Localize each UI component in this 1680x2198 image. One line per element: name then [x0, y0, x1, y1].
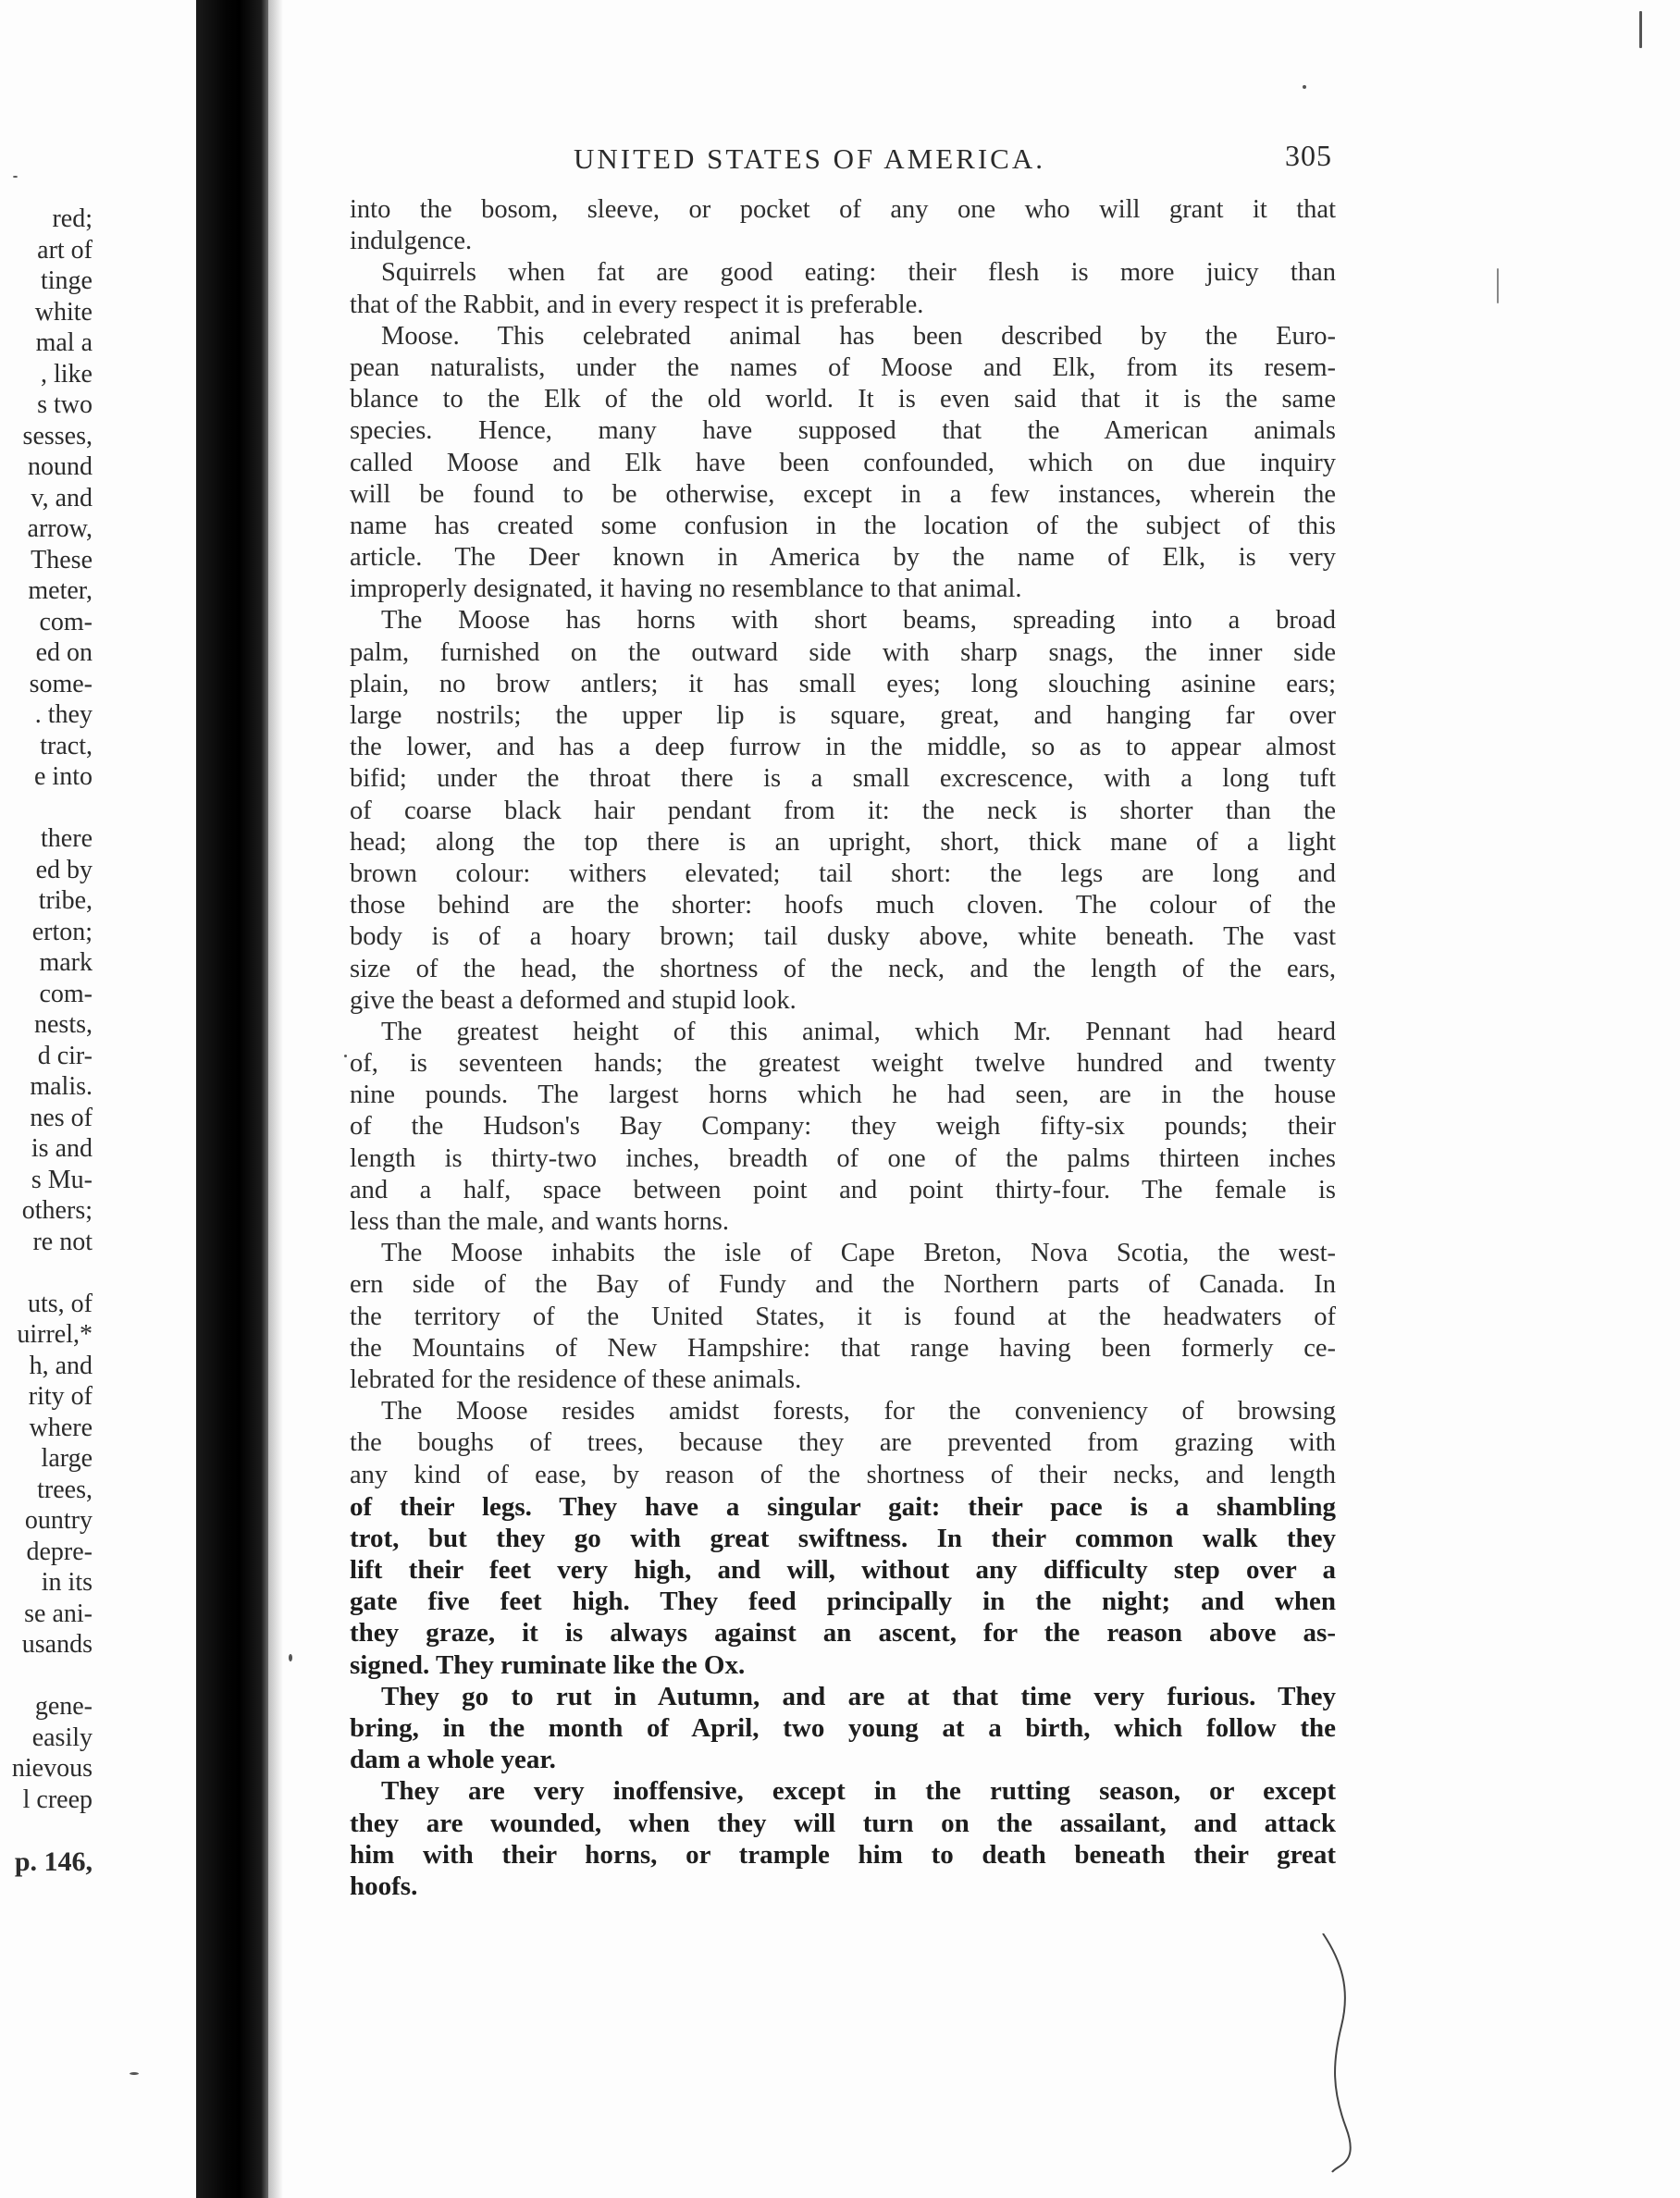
text-line: gate five feet high. They feed principally in the night; and when: [350, 1587, 1336, 1617]
text-line: those behind are the shorter: hoofs much cloven. The colour of the: [350, 891, 1336, 920]
left-fragment-line: nests,: [34, 1010, 93, 1039]
left-fragment-line: mal a: [35, 328, 93, 357]
left-fragment-line: , like: [41, 359, 93, 389]
text-line: indulgence.: [350, 227, 473, 256]
left-fragment-line: is and: [31, 1134, 93, 1163]
left-fragment-line: e into: [34, 762, 93, 791]
left-fragment-line: depre-: [26, 1537, 93, 1566]
text-line: pean naturalists, under the names of Moose and Elk, from its resem-: [350, 352, 1336, 382]
text-line: species. Hence, many have supposed that the American animals: [350, 416, 1336, 446]
text-line: They are very inoffensive, except in the rutting season, or except: [381, 1776, 1336, 1807]
text-line: him with their horns, or trample him to death beneath their great: [350, 1839, 1336, 1870]
left-fragment-line: [0, 1661, 93, 1692]
text-line: of, is seventeen hands; the greatest weight twelve hundred and twenty: [350, 1049, 1336, 1079]
text-line: plain, no brow antlers; it has small eyes; long slouching asinine ears;: [350, 669, 1336, 698]
text-line: name has created some confusion in the location of the subject of this: [350, 511, 1336, 540]
text-line: The Moose resides amidst forests, for the conveniency of browsing: [381, 1397, 1336, 1426]
text-line: bring, in the month of April, two young at a birth, which follow the: [350, 1713, 1336, 1743]
text-line: hoofs.: [350, 1871, 418, 1901]
text-line: signed. They ruminate like the Ox.: [350, 1649, 746, 1680]
left-fragment-line: arrow,: [27, 514, 93, 543]
left-fragment-line: meter,: [28, 576, 93, 605]
text-line: Squirrels when fat are good eating: their flesh is more juicy than: [381, 258, 1336, 288]
text-line: head; along the top there is an upright, short, thick mane of a light: [350, 827, 1336, 857]
left-fragment-line: some-: [29, 669, 93, 698]
text-line: bifid; under the throat there is a small excrescence, with a long tuft: [350, 764, 1336, 794]
scan-speck: [1303, 85, 1306, 89]
text-line: and a half, space between point and point thirty-four. The female is: [350, 1175, 1336, 1204]
text-line: large nostrils; the upper lip is square, great, and hanging far over: [350, 701, 1336, 730]
text-line: The Moose has horns with short beams, spreading into a broad: [381, 606, 1336, 636]
text-line: the lower, and has a deep furrow in the middle, so as to appear almost: [350, 733, 1336, 762]
left-fragment-line: uirrel,*: [17, 1320, 93, 1349]
left-fragment-line: These: [31, 545, 93, 574]
left-fragment-line: nievous: [11, 1754, 93, 1783]
left-fragment-line: tinge: [41, 266, 93, 295]
left-fragment-line: [0, 1815, 93, 1846]
scan-speck: [13, 176, 18, 178]
left-fragment-line: nound: [28, 452, 93, 481]
body-text: [350, 194, 1336, 1902]
left-fragment-line: [0, 1257, 93, 1289]
text-line: lift their feet very high, and will, without any difficulty step over a: [350, 1555, 1336, 1586]
gutter-shadow: [268, 0, 283, 2198]
text-line: body is of a hoary brown; tail dusky above, white beneath. The vast: [350, 922, 1336, 952]
running-head: UNITED STATES OF AMERICA.: [574, 142, 1045, 175]
text-line: article. The Deer known in America by the name of Elk, is very: [350, 543, 1336, 573]
left-fragment-line: sesses,: [22, 421, 93, 451]
text-line: nine pounds. The largest horns which he had seen, are in the house: [350, 1080, 1336, 1110]
text-line: will be found to be otherwise, except in a few instances, wherein the: [350, 479, 1336, 509]
left-fragment-line: erton;: [31, 917, 93, 946]
left-fragment-line: . they: [34, 700, 93, 729]
left-fragment-line: in its: [41, 1568, 93, 1597]
left-fragment-line: white: [34, 297, 93, 327]
left-fragment-line: se ani-: [24, 1599, 93, 1628]
left-fragment-line: usands: [21, 1630, 93, 1659]
left-fragment-line: easily: [31, 1723, 93, 1752]
left-page-fragment: [0, 204, 93, 1877]
left-fragment-line: re not: [32, 1227, 93, 1256]
left-fragment-line: d cir-: [37, 1041, 93, 1070]
text-line: the boughs of trees, because they are prevented from grazing with: [350, 1428, 1336, 1458]
text-line: less than the male, and wants horns.: [350, 1207, 729, 1236]
left-fragment-line: trees,: [37, 1475, 93, 1504]
text-line: The Moose inhabits the isle of Cape Breton, Nova Scotia, the west-: [381, 1239, 1336, 1268]
left-fragment-line: h, and: [29, 1351, 93, 1380]
left-fragment-line: ountry: [24, 1506, 93, 1535]
text-line: length is thirty-two inches, breadth of one of the palms thirteen inches: [350, 1143, 1336, 1173]
page-header: [352, 139, 1332, 179]
text-line: lebrated for the residence of these animals.: [350, 1364, 802, 1394]
scan-speck: [344, 1055, 347, 1057]
left-fragment-line: tract,: [40, 731, 93, 760]
text-line: of coarse black hair pendant from it: the neck is shorter than the: [350, 796, 1336, 825]
left-fragment-line: there: [41, 824, 93, 853]
scan-speck: [1639, 11, 1642, 48]
text-line: the Mountains of New Hampshire: that range having been formerly ce-: [350, 1333, 1336, 1363]
text-line: They go to rut in Autumn, and are at that time very furious. They: [381, 1681, 1336, 1711]
text-line: brown colour: withers elevated; tail short: the legs are long and: [350, 858, 1336, 888]
text-line: palm, furnished on the outward side with sharp snags, the inner side: [350, 637, 1336, 667]
bold-text-block: [350, 1491, 1336, 1902]
text-line: called Moose and Elk have been confounded, which on due inquiry: [350, 448, 1336, 477]
left-fragment-line: others;: [21, 1196, 93, 1225]
scan-speck: [1497, 268, 1499, 303]
left-fragment-line: [0, 793, 93, 824]
left-fragment-line: gene-: [34, 1692, 93, 1721]
left-fragment-line: mark: [39, 948, 93, 977]
left-fragment-line: where: [29, 1413, 93, 1442]
left-fragment-line: red;: [52, 204, 93, 233]
left-fragment-line: nes of: [30, 1103, 93, 1132]
text-line: they graze, it is always against an ascent, for the reason above as-: [350, 1618, 1336, 1648]
left-fragment-line: malis.: [30, 1072, 93, 1101]
binding-gutter: [196, 0, 268, 2198]
text-line: trot, but they go with great swiftness. In their common walk they: [350, 1523, 1336, 1553]
text-line: The greatest height of this animal, which Mr. Pennant had heard: [381, 1017, 1336, 1046]
left-fragment-line: ed on: [35, 638, 93, 667]
left-fragment-line: v, and: [31, 483, 93, 512]
left-fragment-line: com-: [39, 607, 93, 636]
left-fragment-line: tribe,: [38, 886, 93, 915]
text-line: ern side of the Bay of Fundy and the Northern parts of Canada. In: [350, 1270, 1336, 1300]
regular-text-block: [350, 194, 1336, 1491]
text-line: the territory of the United States, it is found at the headwaters of: [350, 1302, 1336, 1331]
text-line: that of the Rabbit, and in every respect it is preferable.: [350, 290, 924, 319]
text-line: any kind of ease, by reason of the shortness of their necks, and length: [350, 1460, 1336, 1489]
scan-speck: [130, 2072, 139, 2075]
left-fragment-line: art of: [37, 235, 93, 265]
page-number: 305: [1285, 139, 1332, 172]
text-line: of their legs. They have a singular gait: their pace is a shambling: [350, 1491, 1336, 1522]
left-fragment-line: uts, of: [28, 1289, 93, 1318]
text-line: dam a whole year.: [350, 1745, 556, 1775]
left-fragment-line: ed by: [35, 855, 93, 884]
text-line: blance to the Elk of the old world. It is even said that it is the same: [350, 385, 1336, 414]
left-fragment-line: p. 146,: [14, 1846, 93, 1877]
left-fragment-line: large: [41, 1444, 93, 1473]
text-line: into the bosom, sleeve, or pocket of any one who will grant it that: [350, 195, 1336, 224]
text-line: give the beast a deformed and stupid look.: [350, 985, 797, 1015]
text-line: size of the head, the shortness of the neck, and the length of the ears,: [350, 954, 1336, 983]
pen-mark: [1314, 1933, 1369, 2174]
left-fragment-line: rity of: [28, 1382, 93, 1411]
text-line: Moose. This celebrated animal has been described by the Euro-: [381, 321, 1336, 351]
text-line: they are wounded, when they will turn on the assailant, and attack: [350, 1808, 1336, 1838]
left-fragment-line: com-: [39, 979, 93, 1008]
text-line: improperly designated, it having no resemblance to that animal.: [350, 574, 1022, 604]
left-fragment-line: s Mu-: [31, 1165, 93, 1194]
left-fragment-line: l creep: [22, 1784, 93, 1814]
text-line: of the Hudson's Bay Company: they weigh fifty-six pounds; their: [350, 1112, 1336, 1142]
scan-speck: [289, 1654, 292, 1661]
left-fragment-line: s two: [37, 390, 93, 419]
